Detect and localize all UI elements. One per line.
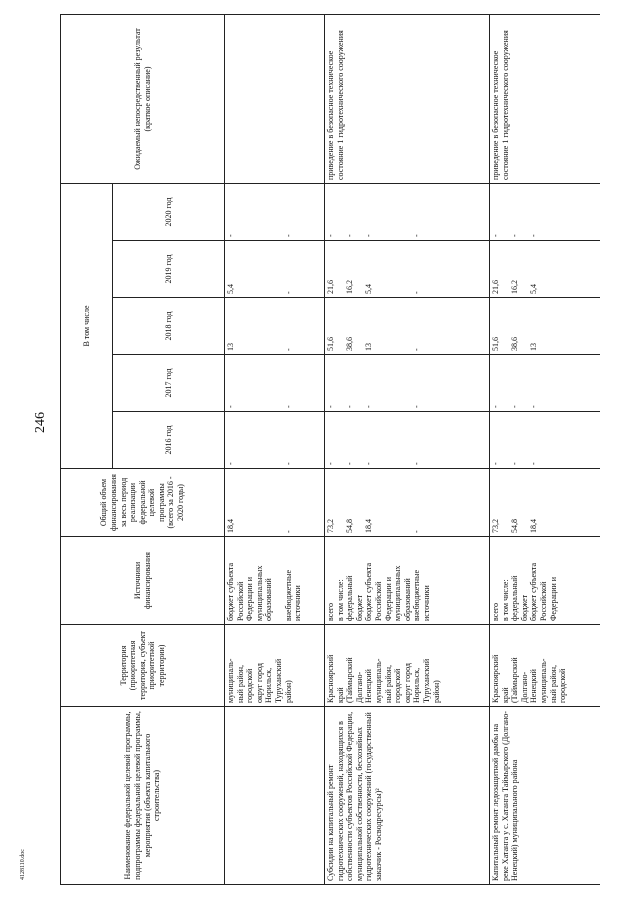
cell-2018: 51,6 38,6 13 - (325, 298, 490, 355)
cell-sources: всего в том числе: федеральный бюджет бюджет субъекта Российской Федерации и муниципальных образований внебюджетные источники (325, 537, 490, 625)
cell-result: приведение в безопасное техническое состояние 1 гидротехнического сооружения (325, 15, 490, 184)
header-year: 2016 год (113, 412, 225, 469)
cell-territory: Красноярский край (Таймырский Долгано- Ненецкий муниципаль- ный район, городской (490, 625, 600, 707)
cell-2020: - - - - (325, 184, 490, 241)
cell-2016: - - (225, 412, 325, 469)
cell-2020: - - - (490, 184, 600, 241)
cell-total: 73,2 54,8 18,4 - (325, 469, 490, 537)
table-row (325, 15, 490, 885)
table-row (225, 15, 325, 885)
header-name: Наименование федеральной целевой программы, подпрограммы федеральной целевой программы, мероприятия (объекта капитального строительства) (61, 707, 225, 885)
cell-name: Капитальный ремонт ледозащитной дамбы на реке Хатанга у с. Хатанга Таймырского (Долгано-Ненецкий) муниципального района (490, 707, 600, 885)
cell-territory: Красноярский край (Таймырский Долгано- Ненецкий муниципаль- ный район, городской округ город Норильск, Туруханский район) (325, 625, 490, 707)
cell-2017: - - (225, 355, 325, 412)
cell-sources: всего в том числе: федеральный бюджет бюджет субъекта Российской Федерации и (490, 537, 600, 625)
header-territory: Территория (приоритетная территория, субъект приоритетной территории) (61, 625, 225, 707)
cell-2018: 13 - (225, 298, 325, 355)
cell-2016: - - - (490, 412, 600, 469)
cell-2017: - - - - (325, 355, 490, 412)
cell-result: приведение в безопасное техническое состояние 1 гидротехнического сооружения (490, 15, 600, 184)
table-row (490, 15, 600, 885)
header-year: 2020 год (113, 184, 225, 241)
cell-result (225, 15, 325, 184)
cell-2018: 51,6 38,6 13 (490, 298, 600, 355)
cell-2016: - - - - (325, 412, 490, 469)
header-including: В том числе (61, 184, 113, 469)
header-year: 2017 год (113, 355, 225, 412)
header-year: 2019 год (113, 241, 225, 298)
cell-name (225, 707, 325, 885)
header-result: Ожидаемый непосредственный результат (краткое описание) (61, 15, 225, 184)
cell-total: 18,4 - (225, 469, 325, 537)
cell-2019: 5,4 - (225, 241, 325, 298)
header-total: Общий объем финансирования за весь период реализации федеральной целевой программы (всего за 2016 - 2020 годы) (61, 469, 225, 537)
cell-name: Субсидии на капитальный ремонт гидротехнических сооружений, находящихся в собственности субъектов Российской Федерации, муниципальной собственности, бесхозяйных гидротехнических сооружений (государственный заказчик - Росводресурсы)² (325, 707, 490, 885)
financing-table (60, 14, 600, 885)
cell-2020: - - (225, 184, 325, 241)
cell-total: 73,2 54,8 18,4 (490, 469, 600, 537)
rotated-table-container (60, 15, 568, 885)
doc-file-name: 4128110.doc (20, 849, 26, 880)
header-year: 2018 год (113, 298, 225, 355)
cell-sources: бюджет субъекта Российской Федерации и муниципальных образований внебюджетные источники (225, 537, 325, 625)
cell-territory: муниципаль- ный район, городской округ город Норильск, Туруханский район) (225, 625, 325, 707)
cell-2019: 21,6 16,2 5,4 - (325, 241, 490, 298)
page-number: 246 (33, 412, 48, 433)
header-sources: Источники финансирования (61, 537, 225, 625)
cell-2019: 21,6 16,2 5,4 (490, 241, 600, 298)
cell-2017: - - - (490, 355, 600, 412)
